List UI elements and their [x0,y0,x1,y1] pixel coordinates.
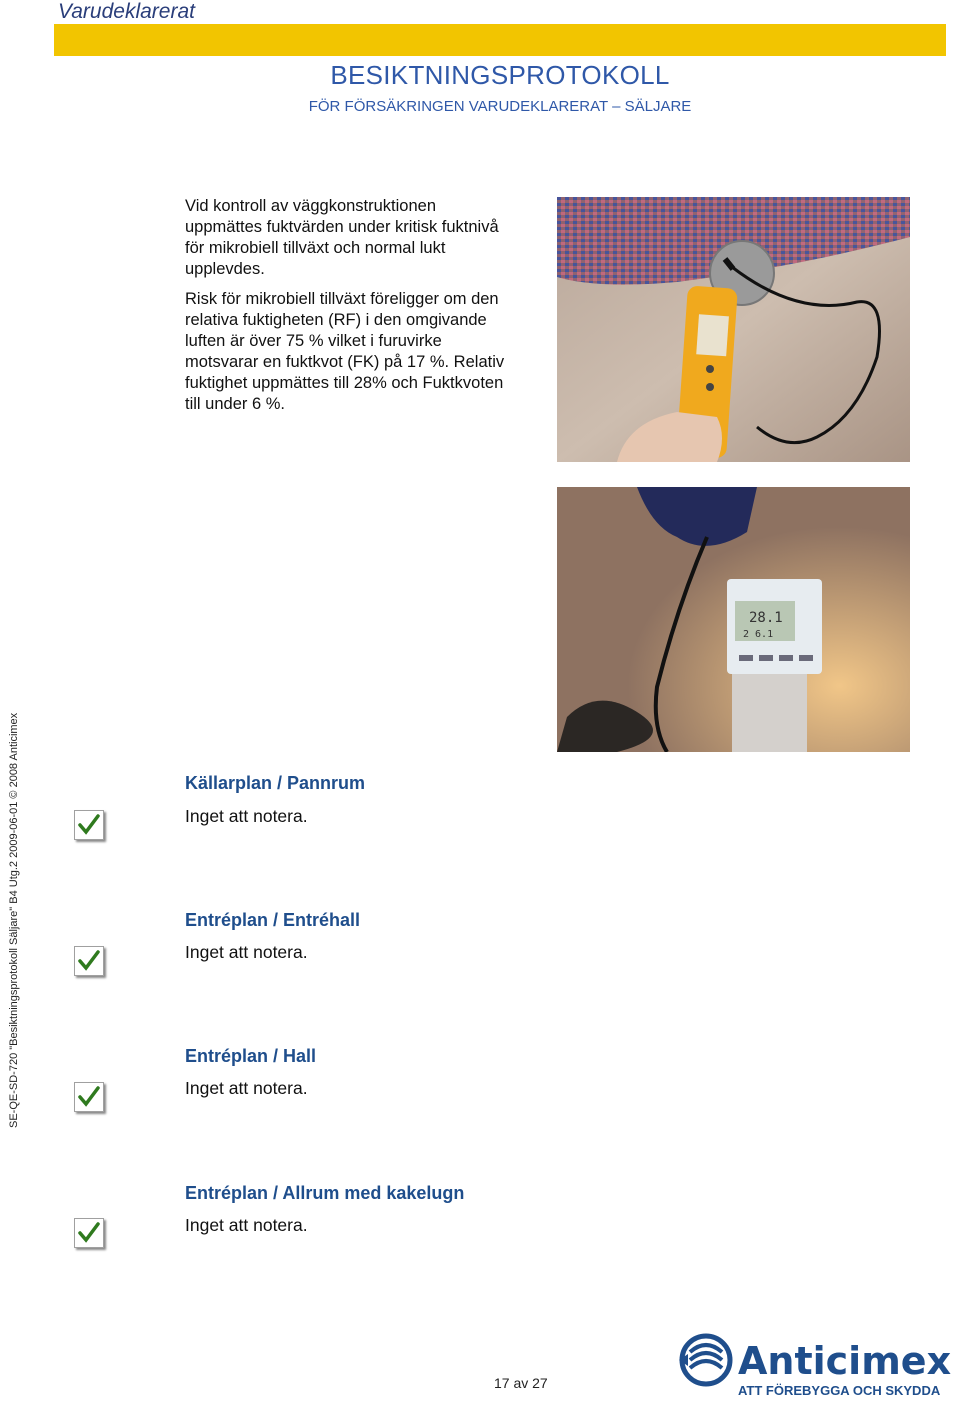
findings-line: upplevdes. [185,260,265,278]
section-heading: Källarplan / Pannrum [185,773,366,793]
risk-line: motsvarar en fuktkvot (FK) på 17 %. Relativ [185,353,505,371]
document-subtitle: FÖR FÖRSÄKRINGEN VARUDEKLARERAT – SÄLJARE [308,98,692,115]
risk-line: relativa fuktigheten (RF) i den omgivande [185,311,487,329]
section-heading: Entréplan / Hall [185,1046,317,1066]
risk-line: fuktighet uppmättes till 28% och Fuktkvoten [185,374,504,392]
moisture-meter-photo [557,197,910,462]
risk-line: till under 6 %. [185,395,285,413]
logo-tagline: ATT FÖREBYGGA OCH SKYDDA [738,1383,941,1398]
findings-line: Vid kontroll av väggkonstruktionen [185,197,437,215]
findings-line: för mikrobiell tillväxt och normal lukt [185,239,446,257]
risk-line: Risk för mikrobiell tillväxt föreligger om den [185,290,499,308]
document-reference: SE-QE-SD-720 "Besiktningsprotokoll Säljare" B4 Utg.2 2009-06-01 © 2008 Anticimex [8,712,20,1128]
findings-paragraph [185,196,535,280]
check-icon [74,810,104,840]
check-icon [74,946,104,976]
humidity-meter-photo [557,487,910,752]
risk-paragraph [185,289,535,415]
check-icon [74,1082,104,1112]
display-top: 28.1 [749,610,783,626]
section-text: Inget att notera. [185,1078,308,1098]
logo-name: Anticimex [738,1339,952,1383]
findings-line: uppmättes fuktvärden under kritisk fuktnivå [185,218,499,236]
section-heading: Entréplan / Entréhall [185,910,361,930]
risk-line: luften är över 75 % vilket i furuvirke [185,332,442,350]
section-heading: Entréplan / Allrum med kakelugn [185,1183,465,1203]
display-bottom: 2 6.1 [743,629,774,640]
header-title: Varudeklarerat [58,0,195,23]
section-text: Inget att notera. [185,806,308,826]
logo-emblem-icon [679,1336,730,1384]
document-title: BESIKTNINGSPROTOKOLL [330,60,670,90]
section-text: Inget att notera. [185,942,308,962]
page-number: 17 av 27 [494,1375,548,1391]
header-bar [54,24,946,56]
anticimex-logo [676,1330,956,1398]
check-icon [74,1218,104,1248]
section-text: Inget att notera. [185,1215,308,1235]
